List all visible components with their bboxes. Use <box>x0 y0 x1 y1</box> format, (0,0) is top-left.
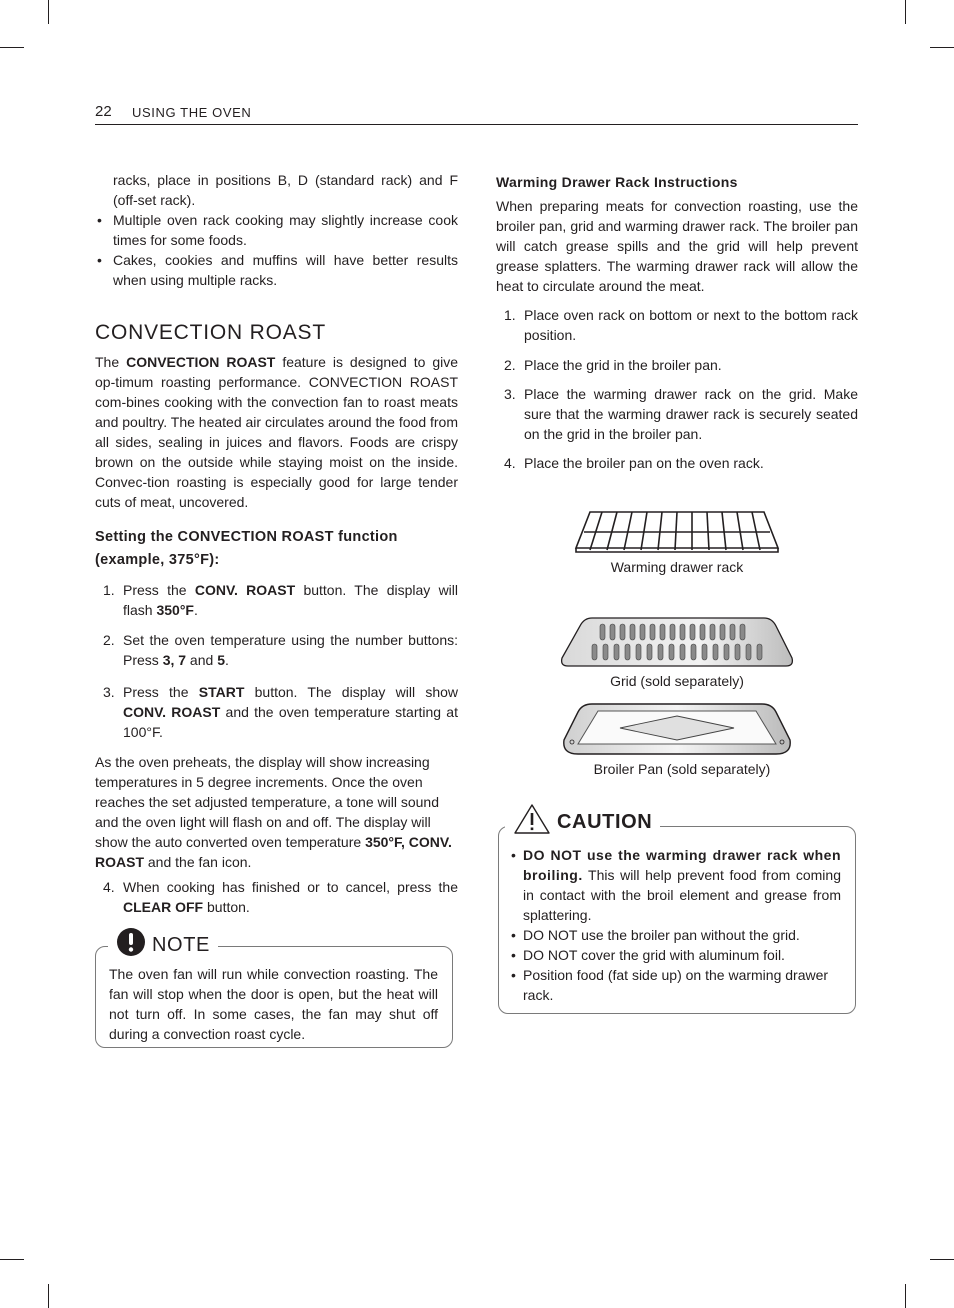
page-header <box>95 102 858 125</box>
list-item: • Position food (fat side up) on the warming drawer rack. <box>511 965 841 1005</box>
list-item: • DO NOT use the warming drawer rack when broiling. This will help prevent food from coming in contact with the broil element and grease from splattering. <box>511 845 841 925</box>
caution-box <box>498 810 856 1014</box>
step-item: 3. Press the START button. The display will show CONV. ROAST and the oven temperature starting at 100°F. <box>103 684 458 740</box>
grid-illustration <box>560 614 794 670</box>
rack-caption: Warming drawer rack <box>610 559 744 575</box>
grid-caption: Grid (sold separately) <box>610 673 744 689</box>
list-item: • Multiple oven rack cooking may slightly increase cook times for some foods. <box>95 210 458 250</box>
preheat-paragraph: As the oven preheats, the display will show increasing temperatures in 5 degree increments. Once the oven reaches the set adjusted temperature, a tone will sound and the oven light will flash on and off. The display will show the auto converted oven temperature 350°F, CONV. ROAST and the fan icon. <box>95 754 452 870</box>
caution-list <box>511 845 841 1005</box>
list-item: • Cakes, cookies and muffins will have better results when using multiple racks. <box>95 250 458 290</box>
left-column <box>95 170 458 917</box>
crop-mark <box>905 1284 906 1308</box>
right-column <box>496 170 858 473</box>
step-item: 1. Press the CONV. ROAST button. The display will flash 350°F. <box>103 582 459 618</box>
section-title: USING THE OVEN <box>132 105 252 120</box>
crop-mark <box>48 1284 49 1308</box>
step-item: 4. Place the broiler pan on the oven rack. <box>504 455 764 471</box>
crop-mark <box>0 1259 24 1260</box>
right-heading: Warming Drawer Rack Instructions <box>496 174 738 190</box>
subheading: Setting the CONVECTION ROAST function (example, 375°F): <box>95 529 398 568</box>
caution-label: CAUTION <box>505 803 660 840</box>
section-heading: CONVECTION ROAST <box>95 321 326 344</box>
warming-rack-illustration <box>572 506 782 556</box>
list-item: • DO NOT use the broiler pan without the grid. <box>511 925 841 945</box>
broiler-pan-illustration <box>562 700 792 758</box>
crop-mark <box>930 47 954 48</box>
pan-caption: Broiler Pan (sold separately) <box>593 761 771 777</box>
exclamation-icon <box>116 927 146 962</box>
note-text: The oven fan will run while convection roasting. The fan will stop when the door is open, but the heat will not turn off. In some cases, the fan may shut off during a convection roast cycle. <box>109 966 438 1042</box>
step-item: 1. Place oven rack on bottom or next to the bottom rack position. <box>504 307 858 343</box>
right-intro: When preparing meats for convection roasting, use the broiler pan, grid and warming drawer rack. The broiler pan will catch grease spills and the grid will help prevent grease splatters. The warming drawer rack will allow the heat to circulate around the meat. <box>496 198 858 294</box>
page-number: 22 <box>95 103 112 120</box>
step-item: 3. Place the warming drawer rack on the grid. Make sure that the warming drawer rack is securely seated on the grid in the broiler pan. <box>504 386 858 442</box>
intro-paragraph: The CONVECTION ROAST feature is designed to give op-timum roasting performance. CONVECTION ROAST com-bines cooking with the convection fan to roast meats and poultry. The heated air circulates around the food from all sides, sealing in juices and flavors. Foods are crispy brown on the outside while staying moist on the inside. Convec-tion roasting is especially good for large tender cuts of meat, uncovered. <box>95 354 458 510</box>
note-box <box>95 933 453 1048</box>
continued-text: racks, place in positions B, D (standard rack) and F (off-set rack). <box>113 172 458 208</box>
step-item: 2. Set the oven temperature using the number buttons: Press 3, 7 and 5. <box>103 632 458 668</box>
step-item: 4. When cooking has finished or to cancel, press the CLEAR OFF button. <box>103 879 458 915</box>
warning-triangle-icon <box>513 803 551 840</box>
note-label: NOTE <box>108 927 218 962</box>
list-item: • DO NOT cover the grid with aluminum foil. <box>511 945 841 965</box>
crop-mark <box>0 47 24 48</box>
step-item: 2. Place the grid in the broiler pan. <box>504 357 722 373</box>
crop-mark <box>930 1259 954 1260</box>
crop-mark <box>48 0 49 24</box>
crop-mark <box>905 0 906 24</box>
